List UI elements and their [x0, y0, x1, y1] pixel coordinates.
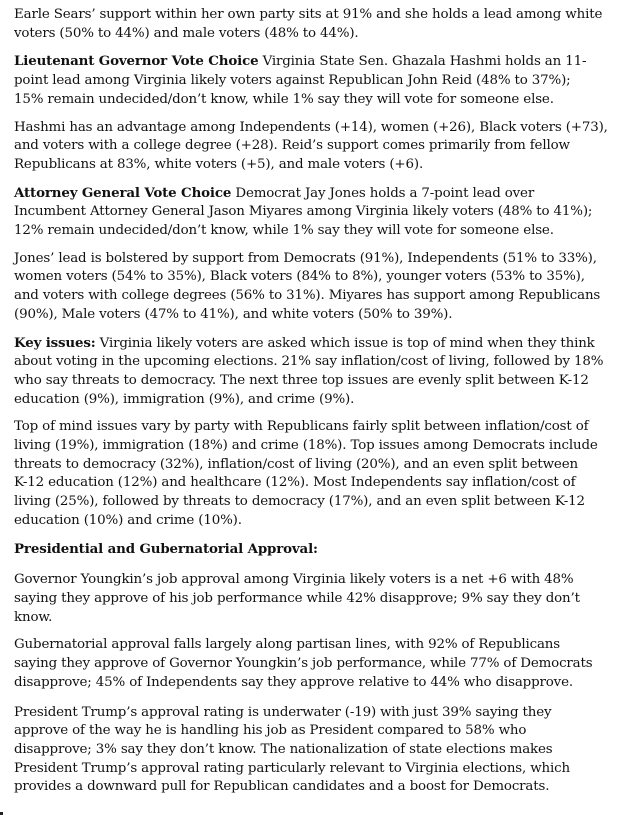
text-line: Top of mind issues vary by party with Republicans fairly split between inflation/cost of: [14, 419, 589, 435]
text-line: [14, 52, 618, 72]
section-heading-approval: Presidential and Gubernatorial Approval:: [14, 540, 318, 557]
text-line: and voters with college degrees (56% to 31%). Miyares has support among Republicans: [14, 288, 601, 304]
text-line: 12% remain undecided/don’t know, while 1% say they will vote for someone else.: [14, 223, 554, 239]
text-run: Virginia likely voters are asked which issue is top of mind when they think: [95, 335, 595, 351]
heading-lieutenant-governor: Lieutenant Governor Vote Choice: [14, 53, 259, 70]
text-line: saying they approve of his job performance while 42% disapprove; 9% say they don’t: [14, 590, 580, 606]
paragraph-key-issues: [14, 334, 618, 410]
paragraph-earle-sears-support: [14, 6, 618, 43]
text-line: know.: [14, 609, 53, 625]
text-line: disapprove; 3% say they don’t know. The nationalization of state elections makes: [14, 741, 553, 757]
text-line: approve of the way he is handling his job as President compared to 58% who: [14, 723, 527, 739]
text-line: education (10%) and crime (10%).: [14, 512, 242, 528]
text-line: Jones’ lead is bolstered by support from Democrats (91%), Independents (51% to 33%),: [14, 250, 597, 266]
text-line: [14, 184, 618, 204]
text-line: [14, 334, 618, 354]
paragraph-youngkin-approval: [14, 571, 618, 627]
text-line: Incumbent Attorney General Jason Miyares among Virginia likely voters (48% to 41%);: [14, 204, 593, 220]
text-run: Virginia State Sen. Ghazala Hashmi holds an 11-: [258, 54, 587, 70]
paragraph-lieutenant-governor: [14, 52, 618, 109]
text-line: about voting in the upcoming elections. 21% say inflation/cost of living, followed by 18%: [14, 354, 604, 370]
text-line: disapprove; 45% of Independents say they approve relative to 44% who disapprove.: [14, 674, 573, 690]
text-line: provides a downward pull for Republican candidates and a boost for Democrats.: [14, 779, 550, 795]
text-line: Earle Sears’ support within her own party sits at 91% and she holds a lead among white: [14, 7, 603, 22]
heading-attorney-general: Attorney General Vote Choice: [14, 184, 232, 201]
text-line: Hashmi has an advantage among Independents (+14), women (+26), Black voters (+73),: [14, 119, 608, 135]
text-run: Democrat Jay Jones holds a 7-point lead over: [231, 185, 535, 201]
paragraph-issues-by-party: [14, 418, 618, 530]
text-line: K-12 education (12%) and healthcare (12%). Most Independents say inflation/cost of: [14, 475, 576, 491]
paragraph-hashmi-advantage: [14, 119, 618, 175]
text-line: who say threats to democracy. The next three top issues are evenly split between K-12: [14, 372, 589, 388]
text-line: living (19%), immigration (18%) and crime (18%). Top issues among Democrats include: [14, 438, 598, 454]
heading-key-issues: Key issues:: [14, 334, 96, 351]
text-line: President Trump’s approval rating particularly relevant to Virginia elections, which: [14, 760, 570, 776]
paragraph-jones-lead: [14, 250, 618, 325]
text-line: point lead among Virginia likely voters against Republican John Reid (48% to 37%);: [14, 73, 571, 89]
paragraph-trump-approval: [14, 704, 618, 798]
text-line: and voters with a college degree (+28). Reid’s support comes primarily from fellow: [14, 138, 570, 154]
text-line: 15% remain undecided/don’t know, while 1% say they will vote for someone else.: [14, 91, 554, 107]
text-line: living (25%), followed by threats to democracy (17%), and an even split between K-12: [14, 494, 585, 510]
text-line: education (9%), immigration (9%), and crime (9%).: [14, 391, 355, 407]
text-line: (90%), Male voters (47% to 41%), and white voters (50% to 39%).: [14, 306, 453, 322]
paragraph-attorney-general: [14, 184, 618, 241]
text-line: Governor Youngkin’s job approval among Virginia likely voters is a net +6 with 48%: [14, 572, 574, 588]
text-line: Republicans at 83%, white voters (+5), and male voters (+6).: [14, 156, 424, 172]
text-line: President Trump’s approval rating is underwater (-19) with just 39% saying they: [14, 704, 552, 720]
text-line: women voters (54% to 35%), Black voters (84% to 8%), younger voters (53% to 35%),: [14, 269, 585, 285]
text-line: saying they approve of Governor Youngkin’s job performance, while 77% of Democrats: [14, 656, 593, 672]
text-line: threats to democracy (32%), inflation/cost of living (20%), and an even split between: [14, 456, 578, 472]
text-line: Gubernatorial approval falls largely along partisan lines, with 92% of Republicans: [14, 637, 561, 653]
paragraph-gubernatorial-approval: [14, 636, 618, 692]
text-line: voters (50% to 44%) and male voters (48% to 44%).: [14, 25, 359, 41]
